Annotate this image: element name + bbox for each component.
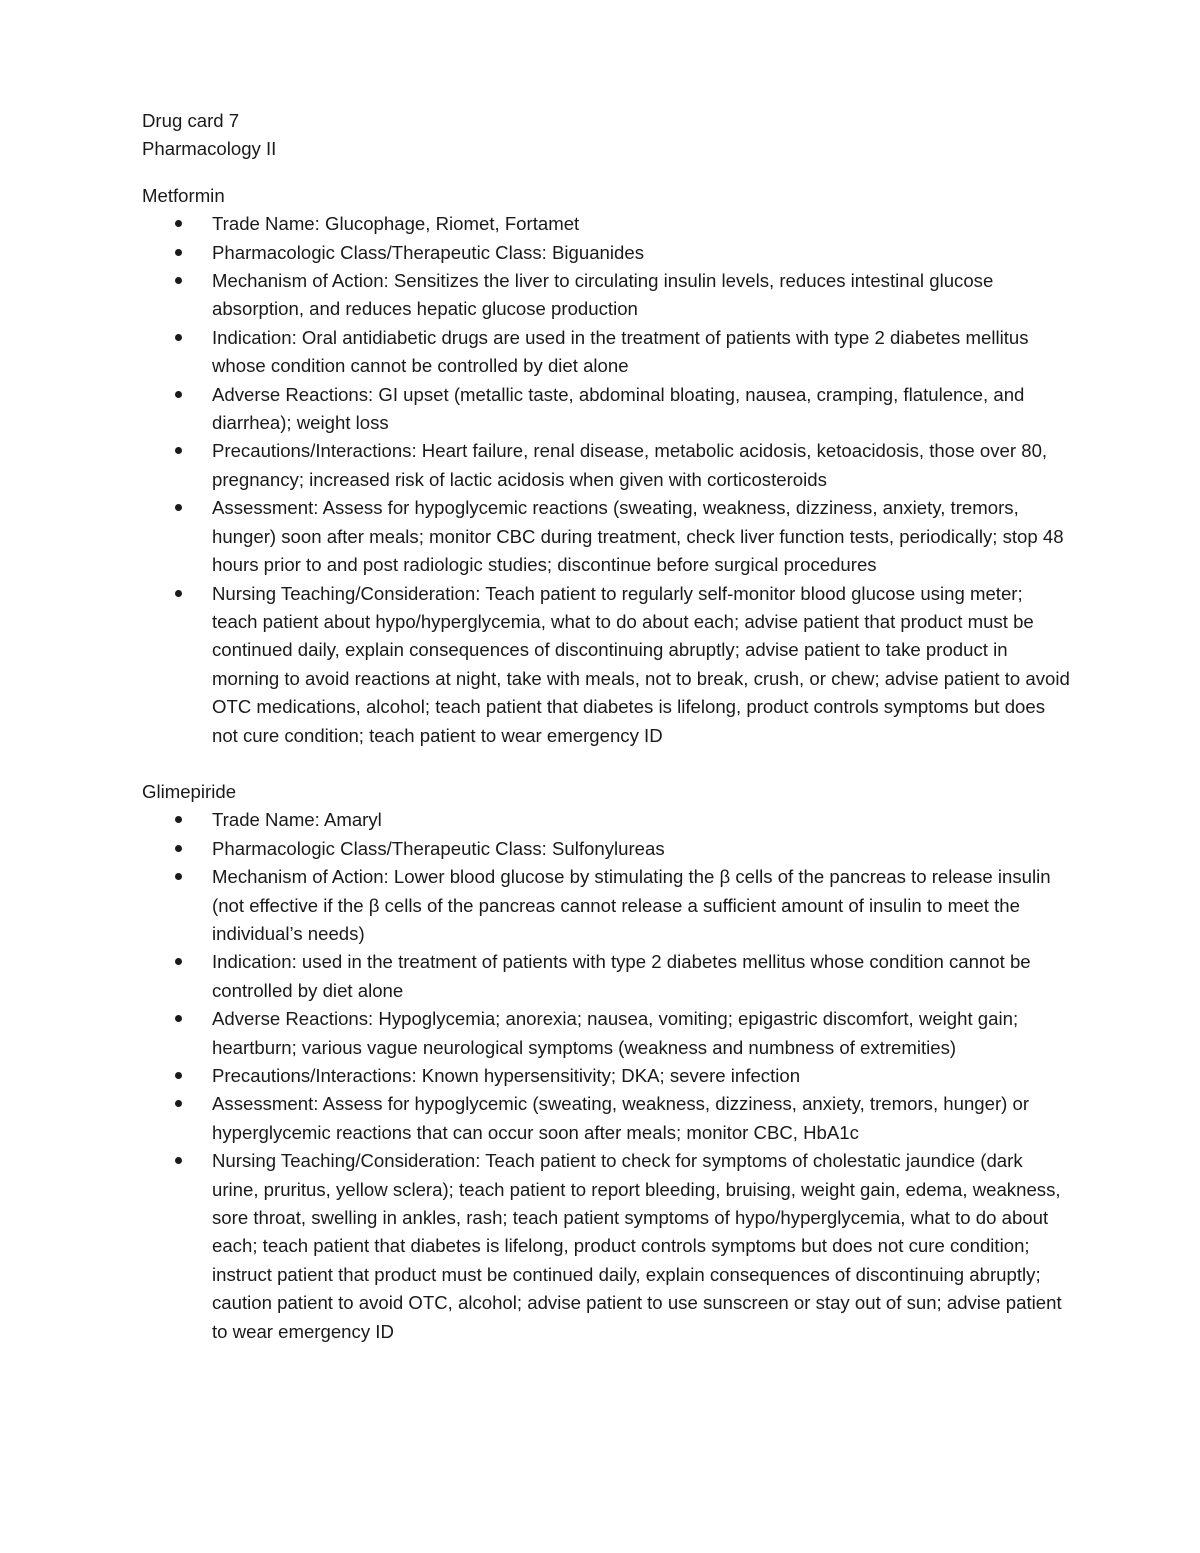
bullet-icon bbox=[175, 220, 182, 227]
bullet-icon bbox=[175, 1157, 182, 1164]
list-item bbox=[142, 494, 1072, 579]
bullet-icon bbox=[175, 590, 182, 597]
list-item-text: Mechanism of Action: Sensitizes the liver to circulating insulin levels, reduces intestinal glucose absorption, and reduces hepatic glucose production bbox=[212, 270, 994, 320]
bullet-icon bbox=[175, 816, 182, 823]
list-item bbox=[142, 1062, 1072, 1090]
bullet-icon bbox=[175, 1015, 182, 1022]
drug-section-glimepiride bbox=[142, 778, 1072, 1346]
list-item bbox=[142, 1147, 1072, 1346]
list-item-text: Trade Name: Glucophage, Riomet, Fortamet bbox=[212, 213, 580, 235]
bullet-icon bbox=[175, 249, 182, 256]
list-item bbox=[142, 806, 1072, 834]
list-item-text: Assessment: Assess for hypoglycemic (sweating, weakness, dizziness, anxiety, tremors, hunger) or hyperglycemic reactions that can occur soon after meals; monitor CBC, HbA1c bbox=[212, 1093, 1030, 1143]
list-item-text: Adverse Reactions: GI upset (metallic taste, abdominal bloating, nausea, cramping, flatulence, and diarrhea); weight loss bbox=[212, 383, 1025, 434]
bullet-icon bbox=[175, 277, 182, 284]
course-name: Pharmacology II bbox=[142, 138, 277, 160]
bullet-icon bbox=[175, 845, 182, 852]
list-item bbox=[142, 267, 1072, 324]
list-item bbox=[142, 580, 1072, 750]
list-item-text: Pharmacologic Class/Therapeutic Class: Sulfonylureas bbox=[212, 837, 665, 859]
list-item bbox=[142, 210, 1072, 238]
bullet-icon bbox=[175, 391, 182, 398]
drug-details-list bbox=[142, 806, 1072, 1346]
document-title: Drug card 7 bbox=[142, 110, 240, 131]
list-item bbox=[142, 1090, 1072, 1147]
list-item-text: Trade Name: Amaryl bbox=[212, 809, 382, 831]
list-item-text: Indication: used in the treatment of patients with type 2 diabetes mellitus whose condition cannot be controlled by diet alone bbox=[212, 951, 1031, 1001]
list-item-text: Pharmacologic Class/Therapeutic Class: Biguanides bbox=[212, 241, 644, 263]
bullet-icon bbox=[175, 1100, 182, 1107]
bullet-icon bbox=[175, 504, 182, 511]
list-item-text: Assessment: Assess for hypoglycemic reactions (sweating, weakness, dizziness, anxiety, tremors, hunger) soon after meals; monitor CBC during treatment, check liver function tests, periodically; stop 48 hours prior to and post radiologic studies; discontinue before surgical procedures bbox=[212, 497, 1064, 576]
list-item bbox=[142, 863, 1072, 948]
drug-details-list bbox=[142, 210, 1072, 750]
list-item-text: Nursing Teaching/Consideration: Teach patient to regularly self-monitor blood glucose using meter; teach patient about hypo/hyperglycemia, what to do about each; advise patient that product must be continued daily, explain consequences of discontinuing abruptly; advise patient to take product in morning to avoid reactions at night, take with meals, not to break, crush, or chew; advise patient to avoid OTC medications, alcohol; teach patient that diabetes is lifelong, product controls symptoms but does not cure condition; teach patient to wear emergency ID bbox=[212, 582, 1070, 746]
drug-name: Glimepiride bbox=[142, 780, 237, 802]
list-item-text: Precautions/Interactions: Heart failure, renal disease, metabolic acidosis, ketoacidosis, those over 80, pregnancy; increased risk of lactic acidosis when given with corticosteroids bbox=[212, 440, 1048, 490]
list-item-text: Indication: Oral antidiabetic drugs are used in the treatment of patients with type 2 diabetes mellitus whose condition cannot be controlled by diet alone bbox=[212, 326, 1029, 377]
list-item-text: Mechanism of Action: Lower blood glucose by stimulating the β cells of the pancreas to release insulin (not effective if the β cells of the pancreas cannot release a sufficient amount of insulin to meet the individual’s needs) bbox=[212, 866, 1051, 944]
list-item-text: Nursing Teaching/Consideration: Teach patient to check for symptoms of cholestatic jaundice (dark urine, pruritus, yellow sclera); teach patient to report bleeding, bruising, weight gain, edema, weakness, sore throat, swelling in ankles, rash; teach patient symptoms of hypo/hyperglycemia, what to do about each; teach patient that diabetes is lifelong, product controls symptoms but does not cure condition; instruct patient that product must be continued daily, explain consequences of discontinuing abruptly; caution patient to avoid OTC, alcohol; advise patient to use sunscreen or stay out of sun; advise patient to wear emergency ID bbox=[212, 1150, 1062, 1342]
list-item bbox=[142, 948, 1072, 1005]
list-item-text: Precautions/Interactions: Known hypersensitivity; DKA; severe infection bbox=[212, 1065, 801, 1086]
bullet-icon bbox=[175, 873, 182, 880]
drug-name: Metformin bbox=[142, 184, 225, 206]
list-item bbox=[142, 381, 1072, 438]
bullet-icon bbox=[175, 447, 182, 454]
list-item bbox=[142, 324, 1072, 381]
list-item bbox=[142, 1005, 1072, 1062]
list-item bbox=[142, 437, 1072, 494]
list-item bbox=[142, 239, 1072, 267]
list-item-text: Adverse Reactions: Hypoglycemia; anorexia; nausea, vomiting; epigastric discomfort, weight gain; heartburn; various vague neurological symptoms (weakness and numbness of extremities) bbox=[212, 1008, 1019, 1058]
bullet-icon bbox=[175, 958, 182, 965]
document-content bbox=[142, 107, 1072, 1346]
bullet-icon bbox=[175, 1072, 182, 1079]
list-item bbox=[142, 835, 1072, 863]
bullet-icon bbox=[175, 334, 182, 341]
drug-section-metformin bbox=[142, 182, 1072, 750]
